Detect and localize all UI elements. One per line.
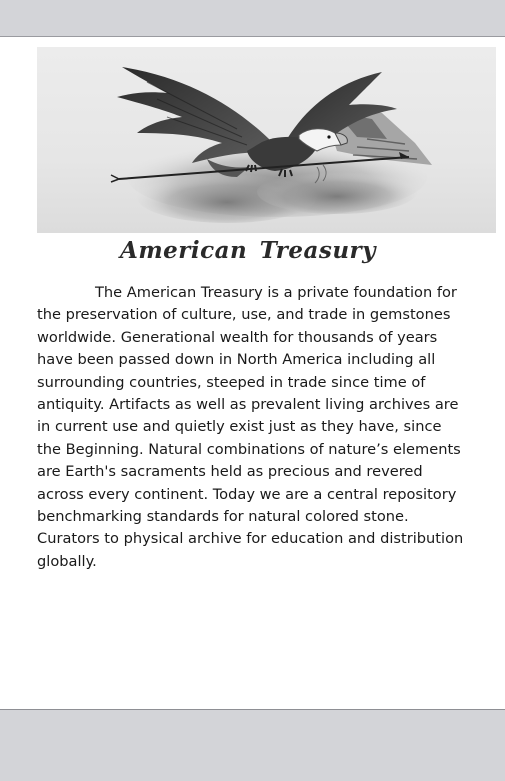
eagle-banner-image xyxy=(37,47,496,233)
document-body-paragraph: The American Treasury is a private foundation for the preservation of culture, use, and trade in gemstones worldwide. Generational wealth for thousands of years have been passed down in North America including all surrounding countries, steeped in trade since time of antiquity. Artifacts as well as prevalent living archives are in current use and quietly exist just as they have, since the Beginning. Natural combinations of nature’s elements are Earth's sacraments held as precious and revered across every continent. Today we are a central repository benchmarking standards for natural colored stone. Curators to physical archive for education and distribution globally. xyxy=(37,284,464,570)
viewer-bottom-bar xyxy=(0,709,505,781)
document-title: American Treasury xyxy=(119,237,377,264)
eagle-icon xyxy=(37,47,496,233)
viewer-top-bar xyxy=(0,0,505,37)
